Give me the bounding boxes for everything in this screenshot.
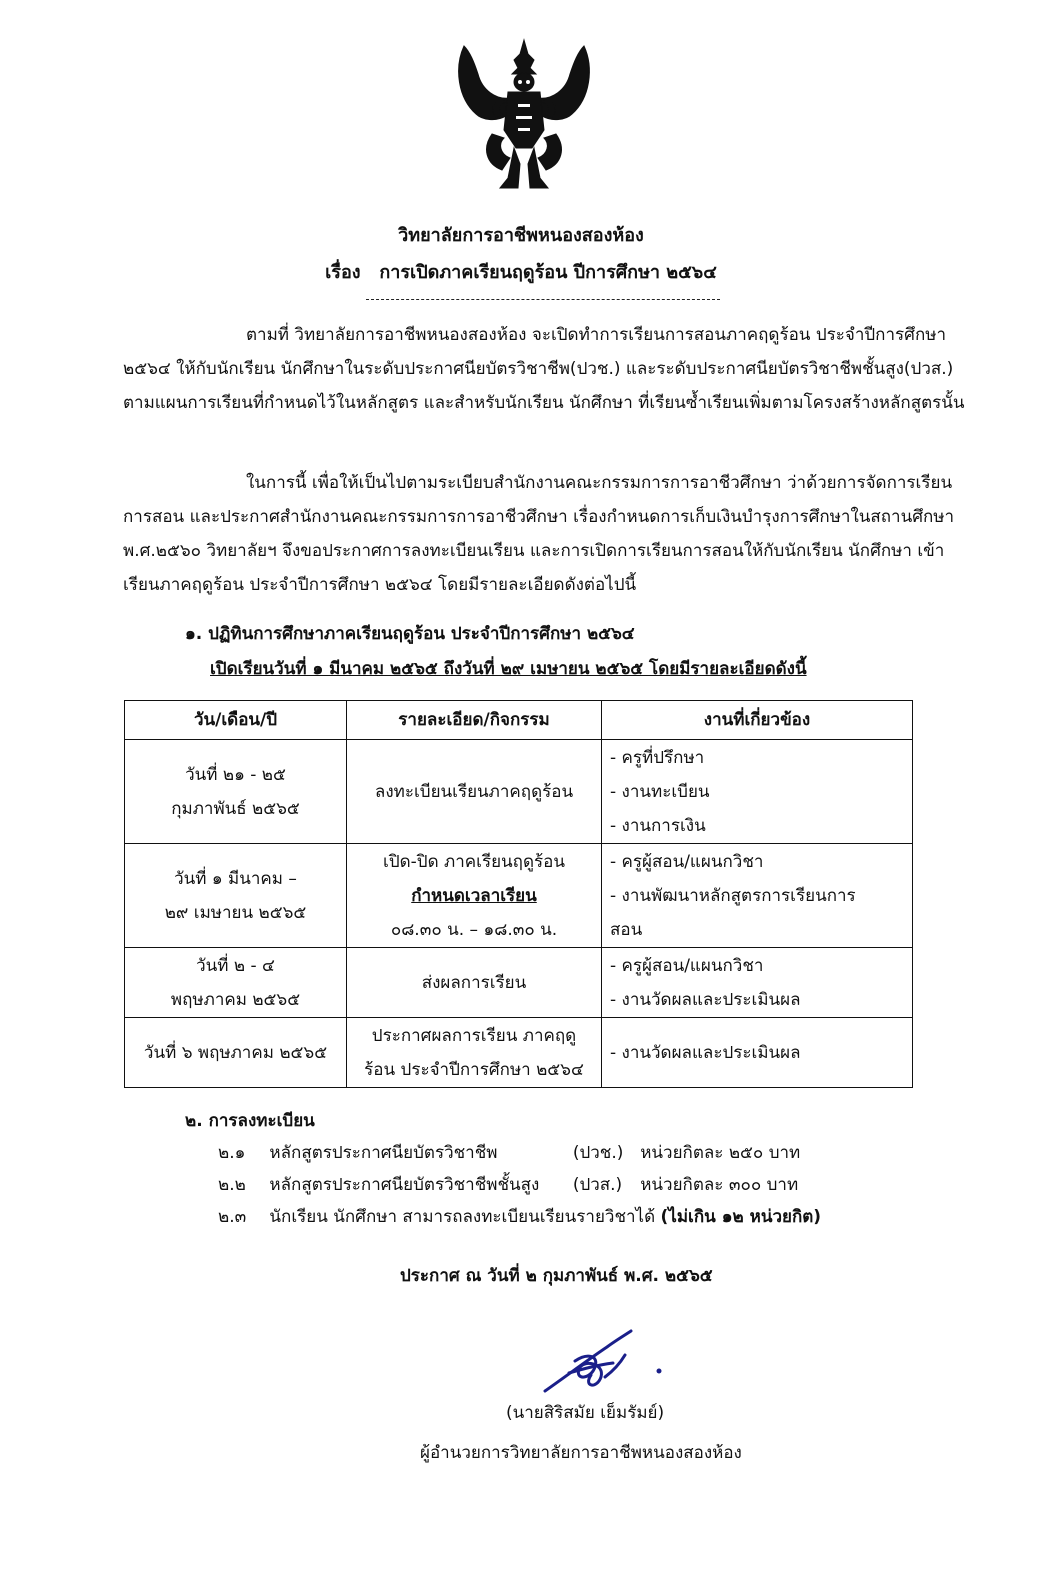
date-cell xyxy=(125,948,347,1018)
detail-line: ประกาศผลการเรียน ภาคฤดู xyxy=(371,1025,577,1046)
date-cell: วันที่ ๖ พฤษภาคม ๒๕๖๕ xyxy=(125,1018,347,1088)
dashed-divider xyxy=(366,299,720,300)
related-item: สอน xyxy=(610,919,643,940)
date-line: วันที่ ๒ - ๔ xyxy=(196,955,275,976)
detail-cell xyxy=(347,1018,602,1088)
item-level: (ปวส.) xyxy=(572,1175,623,1195)
item-name: หลักสูตรประกาศนียบัตรวิชาชีพชั้นสูง xyxy=(269,1175,540,1195)
date-line: กุมภาพันธ์ ๒๕๖๕ xyxy=(171,798,300,819)
registration-item xyxy=(218,1174,798,1196)
paragraph-2 xyxy=(123,466,971,602)
paragraph-1 xyxy=(123,318,971,420)
item-number: ๒.๒ xyxy=(218,1175,246,1195)
related-item: - งานวัดผลและประเมินผล xyxy=(610,989,801,1010)
organization-title: วิทยาลัยการอาชีพหนองสองห้อง xyxy=(398,225,644,246)
related-item: - งานทะเบียน xyxy=(610,781,710,802)
detail-line: ๐๘.๓๐ น. – ๑๘.๓๐ น. xyxy=(390,919,558,940)
garuda-emblem xyxy=(452,38,596,190)
signer-position: ผู้อำนวยการวิทยาลัยการอาชีพหนองสองห้อง xyxy=(420,1443,742,1463)
paragraph-1-text: ตามที่ วิทยาลัยการอาชีพหนองสองห้อง จะเปิดทำการเรียนการสอนภาคฤดูร้อน ประจำปีการศึกษา ๒๕๖๔ ให้กับนักเรียน นักศึกษาในระดับประกาศนียบัตรวิชาชีพ(ปวช.) และระดับประกาศนียบัตรวิชาชีพชั้นสูง(ปวส.) ตามแผนการเรียนที่กำหนดไว้ในหลักสูตร และสำหรับนักเรียน นักศึกษา ที่เรียนซ้ำเรียนเพิ่มตามโครงสร้างหลักสูตรนั้น xyxy=(123,325,965,413)
date-line: วันที่ ๒๑ - ๒๕ xyxy=(185,764,286,785)
item-text: นักเรียน นักศึกษา สามารถลงทะเบียนเรียนรายวิชาได้ xyxy=(269,1207,656,1227)
item-fee: หน่วยกิตละ ๓๐๐ บาท xyxy=(640,1175,799,1195)
signature-image xyxy=(535,1325,675,1403)
table-header: งานที่เกี่ยวข้อง xyxy=(602,701,913,740)
date-line: พฤษภาคม ๒๕๖๕ xyxy=(170,989,301,1010)
table-row xyxy=(125,1018,913,1088)
related-cell xyxy=(602,948,913,1018)
subject-label: เรื่อง xyxy=(325,262,361,283)
related-cell xyxy=(602,844,913,948)
subject-line xyxy=(0,257,1042,286)
date-line: วันที่ ๑ มีนาคม – xyxy=(174,868,297,889)
item-number: ๒.๓ xyxy=(218,1207,247,1227)
detail-line: ร้อน ประจำปีการศึกษา ๒๕๖๔ xyxy=(364,1059,584,1080)
subject-text: การเปิดภาคเรียนฤดูร้อน ปีการศึกษา ๒๕๖๔ xyxy=(379,262,717,283)
date-cell xyxy=(125,740,347,844)
class-time-label: กำหนดเวลาเรียน xyxy=(411,885,537,906)
detail-cell: ส่งผลการเรียน xyxy=(347,948,602,1018)
related-item: - งานการเงิน xyxy=(610,815,706,836)
table-row xyxy=(125,844,913,948)
item-name: หลักสูตรประกาศนียบัตรวิชาชีพ xyxy=(269,1143,498,1163)
related-cell xyxy=(602,740,913,844)
related-item: - ครูผู้สอน/แผนกวิชา xyxy=(610,955,764,976)
table-header-row xyxy=(125,701,913,740)
section-1-subheading: เปิดเรียนวันที่ ๑ มีนาคม ๒๕๖๕ ถึงวันที่ ๒๙ เมษายน ๒๕๖๕ โดยมีรายละเอียดดังนี้ xyxy=(210,659,807,679)
announcement-date: ประกาศ ณ วันที่ ๒ กุมภาพันธ์ พ.ศ. ๒๕๖๕ xyxy=(400,1266,713,1286)
table-header: วัน/เดือน/ปี xyxy=(125,701,347,740)
paragraph-2-text: ในการนี้ เพื่อให้เป็นไปตามระเบียบสำนักงานคณะกรรมการการอาชีวศึกษา ว่าด้วยการจัดการเรียนการสอน และประกาศสำนักงานคณะกรรมการการอาชีวศึกษา เรื่องกำหนดการเก็บเงินบำรุงการศึกษาในสถานศึกษา พ.ศ.๒๕๖๐ วิทยาลัยฯ จึงขอประกาศการลงทะเบียนเรียน และการเปิดการเรียนการสอนให้กับนักเรียน นักศึกษา เข้าเรียนภาคฤดูร้อน ประจำปีการศึกษา ๒๕๖๔ โดยมีรายละเอียดดังต่อไปนี้ xyxy=(123,473,955,595)
table-row xyxy=(125,740,913,844)
item-fee: หน่วยกิตละ ๒๕๐ บาท xyxy=(640,1143,801,1163)
section-2-heading: ๒. การลงทะเบียน xyxy=(185,1111,315,1131)
date-line: ๒๙ เมษายน ๒๕๖๕ xyxy=(164,902,307,923)
registration-item xyxy=(218,1206,821,1228)
related-item: - ครูที่ปรึกษา xyxy=(610,747,705,768)
related-cell xyxy=(602,1018,913,1088)
table-header: รายละเอียด/กิจกรรม xyxy=(347,701,602,740)
credit-limit: (ไม่เกิน ๑๒ หน่วยกิต) xyxy=(660,1207,822,1227)
related-item: - งานพัฒนาหลักสูตรการเรียนการ xyxy=(610,885,856,906)
schedule-table xyxy=(124,700,913,1088)
date-cell xyxy=(125,844,347,948)
table-row xyxy=(125,948,913,1018)
detail-cell xyxy=(347,844,602,948)
signer-name: (นายสิริสมัย เย็มรัมย์) xyxy=(506,1403,665,1423)
item-number: ๒.๑ xyxy=(218,1143,246,1163)
item-level: (ปวช.) xyxy=(572,1143,624,1163)
detail-line: เปิด-ปิด ภาคเรียนฤดูร้อน xyxy=(383,851,565,872)
related-item: - งานวัดผลและประเมินผล xyxy=(610,1042,801,1063)
related-item: - ครูผู้สอน/แผนกวิชา xyxy=(610,851,764,872)
detail-cell: ลงทะเบียนเรียนภาคฤดูร้อน xyxy=(347,740,602,844)
section-1-heading: ๑. ปฏิทินการศึกษาภาคเรียนฤดูร้อน ประจำปีการศึกษา ๒๕๖๔ xyxy=(185,624,635,644)
registration-item xyxy=(218,1142,800,1164)
